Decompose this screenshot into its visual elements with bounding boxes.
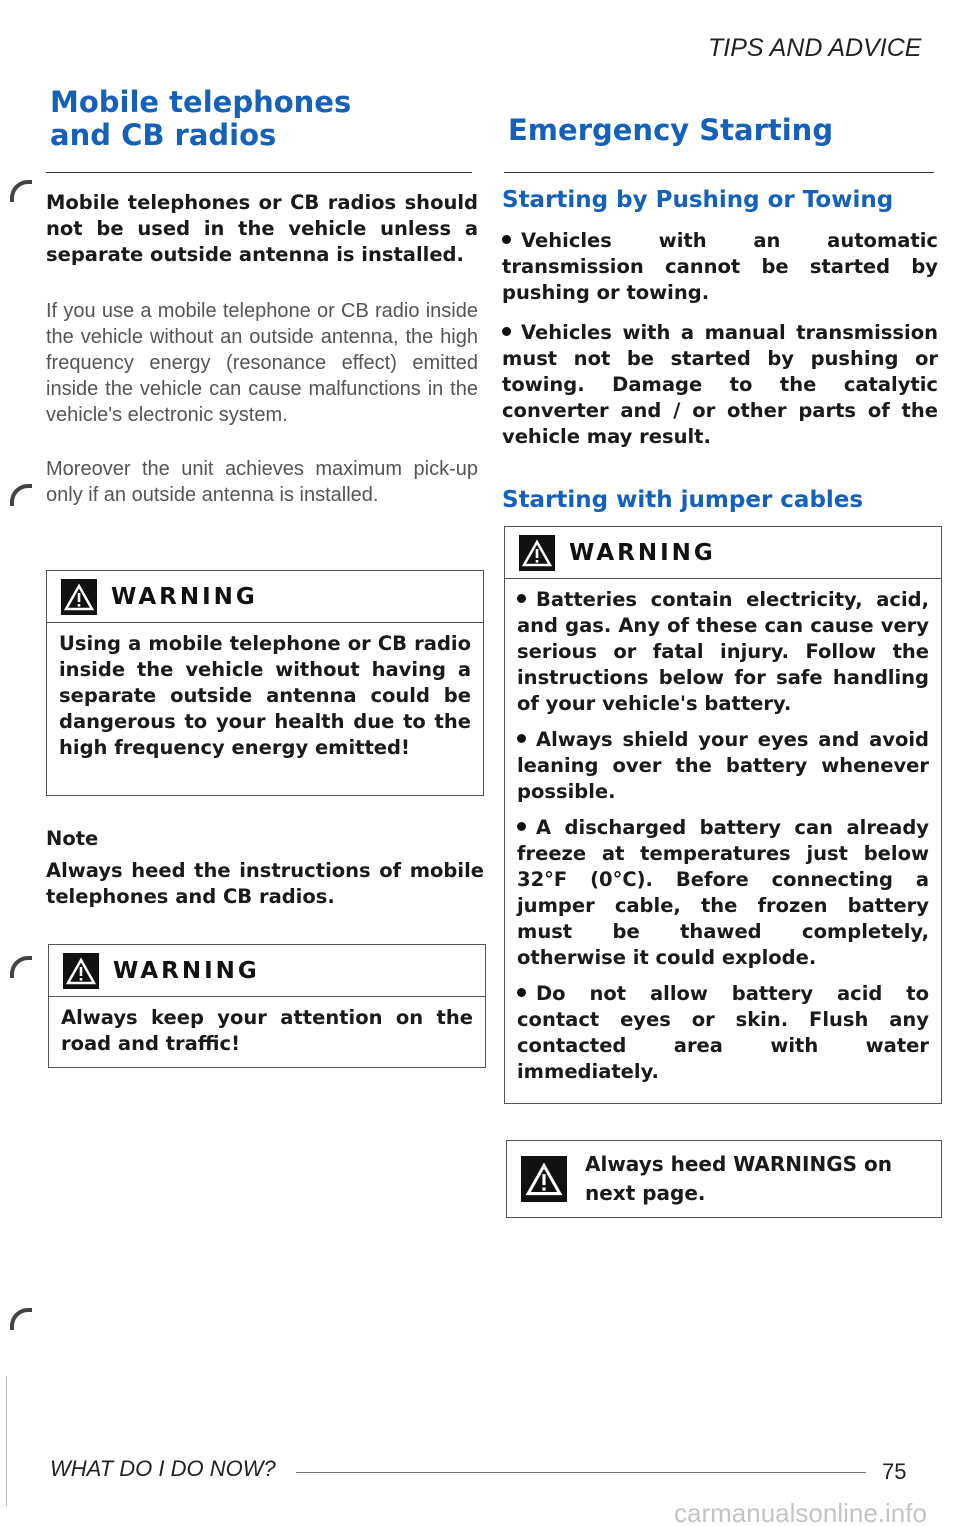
- bullet-icon: [517, 822, 526, 831]
- left-title-line2: and CB radios: [50, 118, 277, 152]
- margin-mark: [10, 1308, 32, 1330]
- watermark: carmanualsonline.info: [674, 1498, 927, 1526]
- bullet-icon: [517, 988, 526, 997]
- note-heading: Note: [46, 827, 99, 850]
- left-title-rule: [46, 172, 472, 173]
- warning-text: Always keep your attention on the road and traffic!: [61, 1006, 473, 1055]
- list-item: Vehicles with an automatic transmission cannot be started by pushing or towing.: [502, 229, 938, 304]
- list-item: Batteries contain electricity, acid, and gas. Any of these can cause very serious or fatal injury. Follow the instructions below for safe handling of your vehicle's battery.: [517, 588, 929, 715]
- left-page-title: [50, 86, 450, 152]
- section-heading-pushing: Starting by Pushing or Towing: [502, 187, 894, 213]
- page-edge-line: [6, 1376, 7, 1506]
- warning-triangle-icon: [519, 535, 555, 571]
- warning-header: [49, 945, 485, 997]
- bullet-icon: [502, 235, 511, 244]
- list-item: Vehicles with a manual transmission must not be started by pushing or towing. Damage to the catalytic converter and / or other parts of the vehicle may result.: [502, 321, 938, 448]
- margin-mark: [10, 956, 32, 978]
- list-item: A discharged battery can already freeze at temperatures just below 32°F (0°C). Before connecting a jumper cable, the frozen battery must be thawed completely, otherwise it could explode.: [517, 816, 929, 969]
- list-item: Always shield your eyes and avoid leaning over the battery whenever possible.: [517, 728, 929, 803]
- note-text: Always heed the instructions of mobile telephones and CB radios.: [46, 859, 484, 908]
- section-heading-jumper: Starting with jumper cables: [502, 487, 864, 513]
- warning-triangle-icon: [63, 953, 99, 989]
- running-head: TIPS AND ADVICE: [708, 34, 922, 62]
- warning-text: Using a mobile telephone or CB radio inside the vehicle without having a separate outside antenna could be dangerous to your health due to the high frequency energy emitted!: [59, 632, 471, 759]
- page-number: 75: [882, 1459, 907, 1484]
- intro-warning-text: Mobile telephones or CB radios should not be used in the vehicle unless a separate outside antenna is installed.: [46, 191, 478, 266]
- right-title-rule: [504, 172, 934, 173]
- warning-box-battery: [504, 526, 942, 1104]
- bullet-icon: [517, 594, 526, 603]
- right-page-title: Emergency Starting: [508, 113, 834, 147]
- footer-rule: [296, 1472, 866, 1473]
- footer-section-name: WHAT DO I DO NOW?: [50, 1456, 276, 1481]
- bullet-icon: [517, 734, 526, 743]
- paragraph-1: If you use a mobile telephone or CB radio inside the vehicle without an outside antenna, the high frequency energy (resonance effect) emitted inside the vehicle can cause malfunctions in the vehicle's electronic system.: [46, 300, 478, 426]
- warning-label: WARNING: [569, 539, 716, 566]
- warning-label: WARNING: [111, 583, 258, 610]
- margin-mark: [10, 484, 32, 506]
- warning-label: WARNING: [113, 957, 260, 984]
- warning-header: [505, 527, 941, 579]
- notice-text: Always heed WARNINGS on next page.: [585, 1152, 892, 1205]
- warning-triangle-icon: [61, 579, 97, 615]
- next-page-notice: [506, 1140, 942, 1218]
- margin-mark: [10, 180, 32, 202]
- paragraph-2: Moreover the unit achieves maximum pick-up only if an outside antenna is installed.: [46, 458, 478, 506]
- warning-box-mobile: [46, 570, 484, 796]
- warning-box-attention: [48, 944, 486, 1068]
- battery-bullet-list: [505, 579, 941, 1095]
- warning-header: [47, 571, 483, 623]
- left-title-line1: Mobile telephones: [50, 85, 352, 119]
- pushing-bullet-list: [502, 228, 938, 450]
- warning-triangle-icon: [521, 1156, 567, 1202]
- list-item: Do not allow battery acid to contact eyes or skin. Flush any contacted area with water immediately.: [517, 982, 929, 1083]
- bullet-icon: [502, 327, 511, 336]
